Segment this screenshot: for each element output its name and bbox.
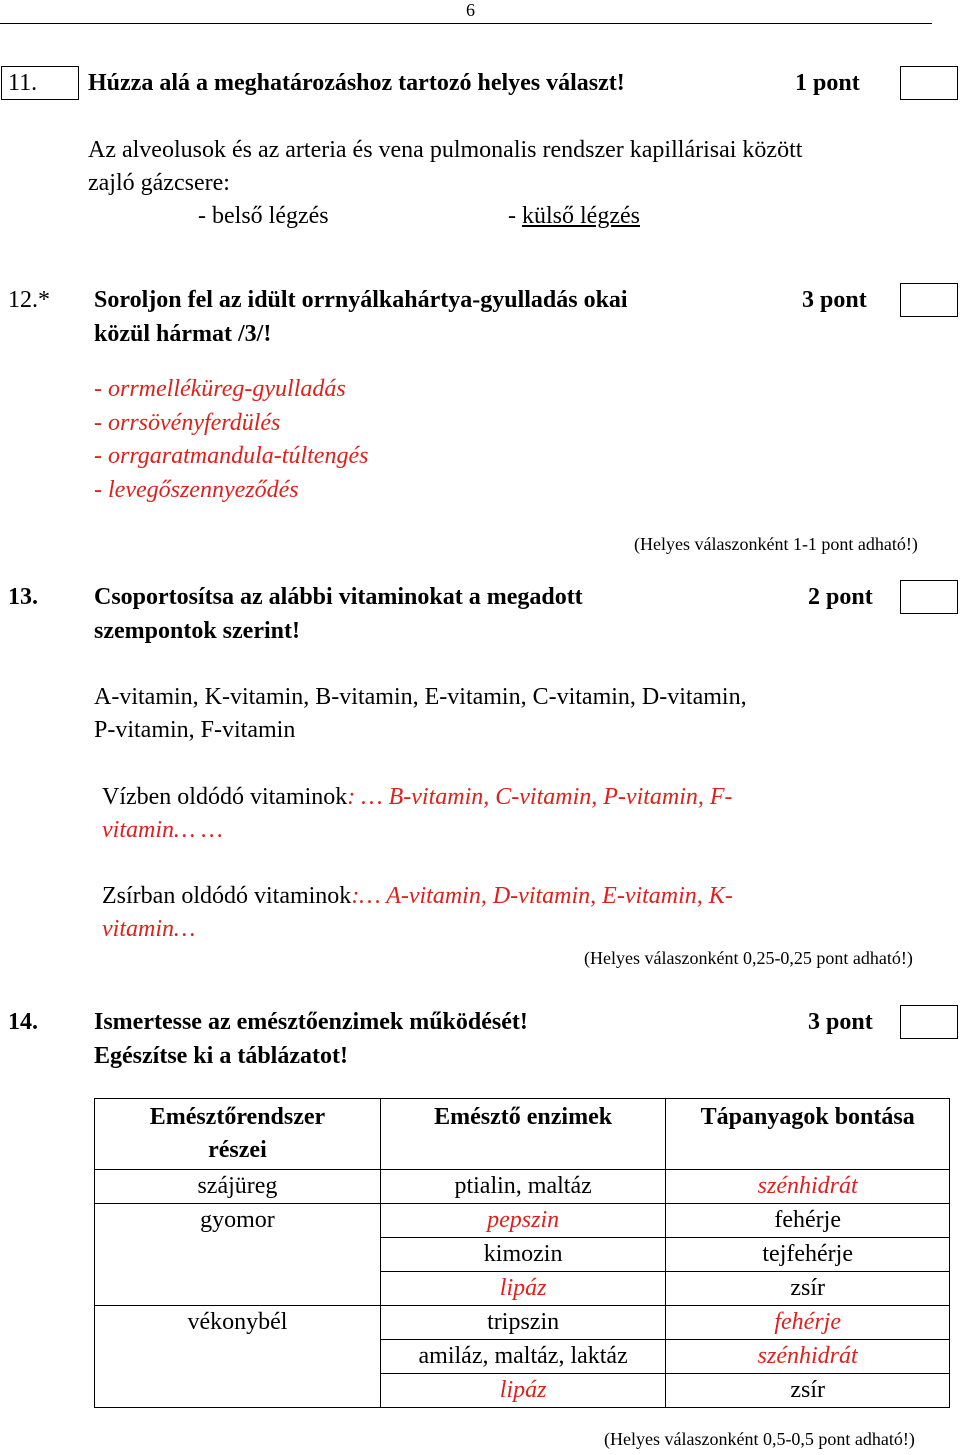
table-cell-nutrient: szénhidrát [666,1340,950,1374]
table-cell-enzyme: kimozin [380,1238,666,1272]
q12-answer-1: - orrmelléküreg-gyulladás [94,376,346,402]
q14-scoring-note: (Helyes válaszonként 0,5-0,5 pont adható!) [604,1429,915,1449]
q11-text-line2: zajló gázcsere: [88,170,230,196]
q11-text-line1: Az alveolusok és az arteria és vena pulmonalis rendszer kapillárisai között [88,137,803,163]
table-cell-part [95,1340,381,1374]
q13-vitamin-list-line2: P-vitamin, F-vitamin [94,717,296,743]
table-cell-part: szájüreg [95,1170,381,1204]
table-header-enzymes: Emésztő enzimek [380,1099,666,1170]
q14-title-line1: Ismertesse az emésztőenzimek működését! [94,1009,528,1035]
table-cell-part [95,1374,381,1408]
table-cell-part: gyomor [95,1204,381,1238]
q12-answer-4: - levegőszennyeződés [94,477,299,503]
q14-score-box[interactable] [900,1005,958,1039]
q13-title-line1: Csoportosítsa az alábbi vitaminokat a megadott [94,584,583,610]
q13-fat-label: Zsírban oldódó vitaminok [102,883,352,909]
table-cell-enzyme: lipáz [380,1272,666,1306]
q11-option-belso[interactable]: - belső légzés [198,203,329,229]
q13-points: 2 pont [808,584,873,610]
q12-answer-2: - orrsövényferdülés [94,410,281,436]
table-header-row [95,1099,950,1170]
table-row [95,1204,950,1238]
q12-title-line2: közül hármat /3/! [94,321,272,347]
q13-vitamin-list-line1: A-vitamin, K-vitamin, B-vitamin, E-vitamin, C-vitamin, D-vitamin, [94,684,747,710]
q13-title-line2: szempontok szerint! [94,618,300,644]
table-header-parts: Emésztőrendszer részei [95,1099,381,1170]
q13-number: 13. [8,584,38,610]
q11-option-kulso-dash: - [508,203,522,229]
q11-option-kulso[interactable] [508,203,640,230]
table-cell-enzyme: ptialin, maltáz [380,1170,666,1204]
table-cell-enzyme: pepszin [380,1204,666,1238]
table-row [95,1374,950,1408]
table-cell-nutrient: zsír [666,1374,950,1408]
table-row [95,1306,950,1340]
q13-water-soluble [102,784,733,811]
q13-fat-answer-line1: :… A-vitamin, D-vitamin, E-vitamin, K- [351,883,733,909]
q11-number: 11. [8,70,38,96]
table-cell-nutrient: szénhidrát [666,1170,950,1204]
q14-number: 14. [8,1009,38,1035]
header-rule [0,23,932,24]
table-cell-part [95,1238,381,1272]
q11-score-box[interactable] [900,66,958,100]
q12-points: 3 pont [802,287,867,313]
q11-option-kulso-label: külső légzés [522,203,640,229]
table-cell-nutrient: fehérje [666,1306,950,1340]
q13-score-box[interactable] [900,580,958,614]
table-row [95,1170,950,1204]
q13-water-answer-line1: : … B-vitamin, C-vitamin, P-vitamin, F- [347,784,733,810]
table-row [95,1340,950,1374]
table-cell-enzyme: tripszin [380,1306,666,1340]
page-number: 6 [466,0,475,20]
table-row [95,1238,950,1272]
table-header-breakdown: Tápanyagok bontása [666,1099,950,1170]
table-cell-part [95,1272,381,1306]
enzyme-table [94,1098,950,1408]
q13-water-answer-line2: vitamin… … [102,817,223,843]
table-cell-enzyme: lipáz [380,1374,666,1408]
q12-title-line1: Soroljon fel az idült orrnyálkahártya-gyulladás okai [94,287,628,313]
q13-fat-answer-line2: vitamin… [102,916,196,942]
table-row [95,1272,950,1306]
table-cell-nutrient: tejfehérje [666,1238,950,1272]
q12-scoring-note: (Helyes válaszonként 1-1 pont adható!) [634,534,918,554]
table-cell-part: vékonybél [95,1306,381,1340]
table-cell-nutrient: zsír [666,1272,950,1306]
q14-points: 3 pont [808,1009,873,1035]
q12-score-box[interactable] [900,283,958,317]
q13-fat-soluble [102,883,733,910]
q11-points: 1 pont [795,70,860,96]
table-cell-enzyme: amiláz, maltáz, laktáz [380,1340,666,1374]
q13-scoring-note: (Helyes válaszonként 0,25-0,25 pont adható!) [584,948,913,968]
q13-water-label: Vízben oldódó vitaminok [102,784,348,810]
q12-number: 12.* [8,287,50,313]
q11-title: Húzza alá a meghatározáshoz tartozó helyes választ! [88,70,625,96]
table-cell-nutrient: fehérje [666,1204,950,1238]
q12-answer-3: - orrgaratmandula-túltengés [94,443,369,469]
q14-title-line2: Egészítse ki a táblázatot! [94,1043,348,1069]
